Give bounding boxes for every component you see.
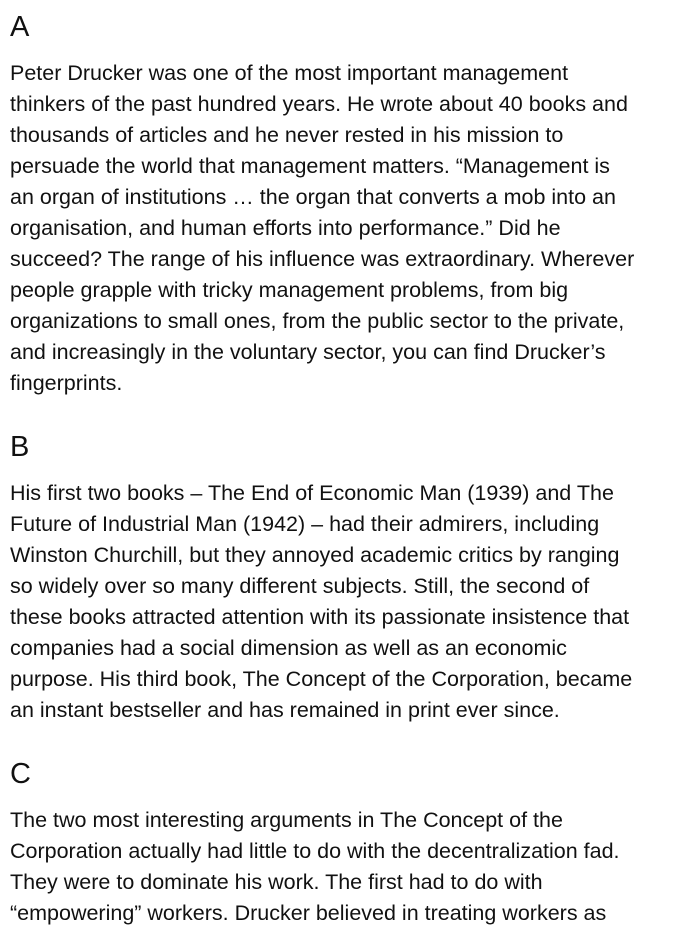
section-c-paragraph (10, 805, 620, 929)
paragraph-line: They were to dominate his work. The first had to do with (10, 870, 543, 894)
paragraph-line: these books attracted attention with its passionate insistence that (10, 605, 630, 629)
paragraph-line: succeed? The range of his influence was extraordinary. Wherever (10, 247, 635, 271)
paragraph-line: Future of Industrial Man (1942) – had their admirers, including (10, 512, 600, 536)
paragraph-line: fingerprints. (10, 371, 123, 395)
paragraph-line: “empowering” workers. Drucker believed in treating workers as (10, 901, 607, 925)
section-letter-c: C (10, 758, 31, 790)
section-letter-b: B (10, 431, 30, 463)
paragraph-line: organizations to small ones, from the public sector to the private, (10, 309, 625, 333)
paragraph-line: His first two books – The End of Economic Man (1939) and The (10, 481, 614, 505)
paragraph-line: organisation, and human efforts into performance.” Did he (10, 216, 561, 240)
paragraph-line: companies had a social dimension as well as an economic (10, 636, 567, 660)
paragraph-line: The two most interesting arguments in The Concept of the (10, 808, 563, 832)
paragraph-line: Winston Churchill, but they annoyed academic critics by ranging (10, 543, 620, 567)
section-a-paragraph (10, 58, 634, 399)
paragraph-line: Corporation actually had little to do with the decentralization fad. (10, 839, 620, 863)
paragraph-line: Peter Drucker was one of the most important management (10, 61, 569, 85)
paragraph-line: people grapple with tricky management problems, from big (10, 278, 569, 302)
section-b-paragraph (10, 478, 632, 726)
paragraph-line: an instant bestseller and has remained in print ever since. (10, 698, 560, 722)
paragraph-line: thousands of articles and he never rested in his mission to (10, 123, 564, 147)
paragraph-line: purpose. His third book, The Concept of the Corporation, became (10, 667, 633, 691)
section-letter-a: A (10, 11, 30, 43)
paragraph-line: and increasingly in the voluntary sector, you can find Drucker’s (10, 340, 606, 364)
paragraph-line: persuade the world that management matters. “Management is (10, 154, 610, 178)
paragraph-line: an organ of institutions … the organ that converts a mob into an (10, 185, 616, 209)
paragraph-line: so widely over so many different subjects. Still, the second of (10, 574, 590, 598)
paragraph-line: thinkers of the past hundred years. He wrote about 40 books and (10, 92, 628, 116)
